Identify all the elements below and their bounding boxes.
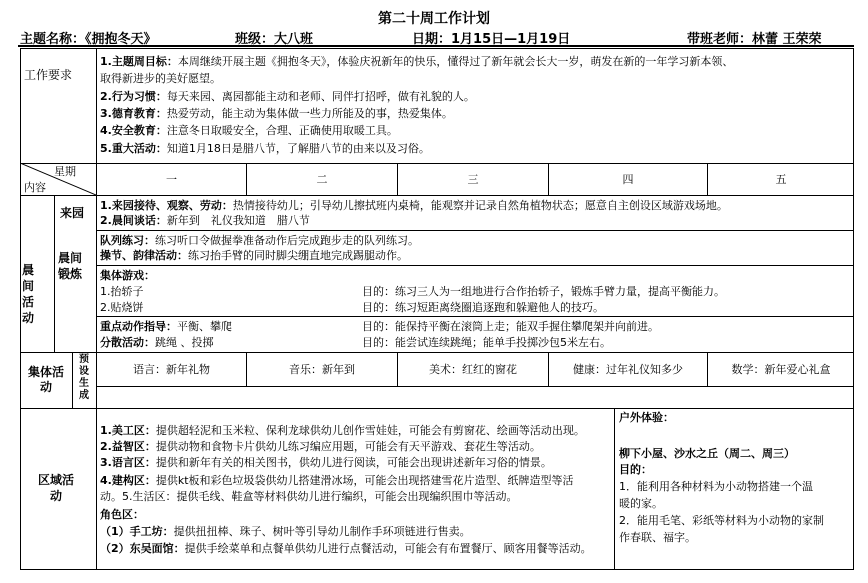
requirement-line-text: 知道1月18日是腊八节，了解腊八节的由来以及习俗。 — [166, 141, 430, 155]
preset-generated-label: 预设生成 — [79, 354, 89, 401]
row-divider — [20, 163, 854, 164]
area-line — [100, 439, 541, 454]
requirement-line-text: 取得新进步的美好愿望。 — [100, 72, 221, 86]
area-line-text: 提供手绘菜单和点餐单供幼儿进行点餐活动，可能会有布置餐厅、顾客用餐等活动。 — [184, 542, 592, 555]
area-line-text: 动。5.生活区：提供毛线、鞋盒等材料供幼儿进行编织，可能会出现编织围巾等活动。 — [100, 490, 518, 503]
requirement-line — [100, 123, 398, 138]
requirement-line-text: 每天来园、离园都能主动和老师、同伴打招呼，做有礼貌的人。 — [166, 89, 475, 103]
drill-head: 队列练习： — [100, 234, 155, 247]
gym-line — [100, 248, 408, 263]
outdoor-goal-label: 目的： — [619, 463, 652, 476]
arrival-line-head: 1.来园接待、观察、劳动： — [100, 199, 233, 212]
area-line — [100, 473, 574, 488]
requirement-line — [100, 89, 475, 104]
requirements-label: 工作要求 — [24, 68, 73, 82]
collective-cell: 美术：红红的窗花 — [429, 363, 517, 376]
collective-cell: 语言：新年礼物 — [133, 363, 210, 376]
class-name: 班级：大八班 — [235, 32, 314, 47]
collective-label: 集体活动 — [28, 365, 65, 394]
arrival-line — [100, 213, 310, 228]
area-line — [100, 423, 585, 438]
day-header: 三 — [467, 173, 479, 186]
area-line — [100, 524, 471, 539]
focus-text: 平衡、攀爬 — [177, 320, 232, 333]
area-line-text: 提供和新年有关的相关图书，供幼儿进行阅读，可能会出现讲述新年习俗的情景。 — [155, 456, 552, 469]
day-header: 一 — [166, 173, 177, 186]
requirement-line — [100, 54, 733, 69]
game-name: 1.抬轿子 — [100, 285, 144, 298]
requirement-line-text: 热爱劳动，能主动为集体做一些力所能及的事，热爱集体。 — [166, 106, 453, 120]
focus-head: 重点动作指导： — [100, 320, 177, 333]
row-divider — [20, 195, 854, 196]
area-line-head: 1.美工区： — [100, 424, 156, 437]
game-name: 2.贴烧饼 — [100, 301, 144, 314]
requirement-line-head: 1.主题周目标： — [100, 55, 178, 68]
requirement-line-head: 3.德育教育： — [100, 106, 167, 120]
area-line-head: 2.益智区： — [100, 440, 156, 453]
area-line-head: （1）手工坊： — [100, 525, 174, 538]
row-divider — [20, 408, 854, 409]
gym-head: 操节、韵律活动： — [100, 249, 188, 262]
morning-activities-label: 晨间活动 — [22, 263, 35, 325]
outdoor-subtitle: 柳下小屋、沙水之丘（周二、周三） — [619, 447, 795, 460]
corner-weekday-label: 星期 — [54, 165, 76, 178]
group-line — [100, 335, 214, 350]
requirement-line — [100, 71, 221, 86]
row-divider — [96, 316, 854, 317]
gym-text: 练习抬手臂的同时脚尖绷直地完成踢腿动作。 — [188, 249, 408, 262]
focus-goal: 目的：能保持平衡在滚筒上走；能双手握住攀爬架并向前进。 — [362, 320, 659, 333]
row-divider — [20, 352, 854, 353]
row-divider — [96, 386, 854, 387]
outdoor-goal-line-text: 1．能利用各种材料为小动物搭建一个温 — [619, 480, 813, 493]
col-divider — [72, 352, 73, 408]
col-divider — [54, 195, 55, 352]
row-divider — [96, 265, 854, 266]
outdoor-goal-line — [619, 513, 824, 528]
area-line — [100, 507, 144, 522]
area-line-text: 提供扭扭棒、珠子、树叶等引导幼儿制作手环项链进行售卖。 — [173, 525, 471, 538]
arrival-line — [100, 198, 728, 213]
drill-text: 练习听口令做握拳准备动作后完成跑步走的队列练习。 — [155, 234, 419, 247]
group-goal: 目的：能尝试连续跳绳；能单手投掷沙包5米左右。 — [362, 336, 611, 349]
arrival-line-text: 热情接待幼儿；引导幼儿擦拭班内桌椅，能观察并记录自然角植物状态；愿意自主创设区域游戏场地。 — [232, 199, 728, 212]
collective-cell: 健康：过年礼仪知多少 — [573, 363, 683, 376]
col-divider — [614, 408, 615, 570]
day-header: 二 — [316, 173, 328, 186]
row-divider — [96, 230, 854, 231]
header-underline — [18, 45, 854, 47]
area-line — [100, 455, 552, 470]
collective-cell: 音乐：新年到 — [289, 363, 355, 376]
arrival-label: 来园 — [60, 206, 85, 220]
day-header: 四 — [622, 173, 634, 186]
focus-line — [100, 319, 232, 334]
requirement-line — [100, 141, 430, 156]
theme-name: 主题名称：《拥抱冬天》 — [20, 32, 157, 47]
requirement-line-text: 本周继续开展主题《拥抱冬天》，体验庆祝新年的快乐，懂得过了新年就会长大一岁，萌发在新的一年学习新本领、 — [177, 55, 734, 68]
col-divider — [96, 48, 97, 570]
day-header: 五 — [775, 173, 787, 186]
requirement-line — [100, 106, 453, 121]
group-text: 跳绳 、投掷 — [155, 336, 214, 349]
area-line-text: 提供超轻泥和玉米粒、保利龙球供幼儿创作雪娃娃，可能会有剪窗花、绘画等活动出现。 — [155, 424, 585, 437]
arrival-line-head: 2.晨间谈话： — [100, 214, 167, 227]
requirement-line-head: 4.安全教育： — [100, 124, 167, 138]
outdoor-goal-line-text: 2．能用毛笔、彩纸等材料为小动物的家制 — [619, 514, 824, 527]
date-range: 日期：1月15日—1月19日 — [412, 32, 571, 47]
exercise-label: 晨间锻炼 — [58, 251, 83, 281]
area-line — [100, 541, 592, 556]
area-line — [100, 489, 518, 504]
area-line-head: （2）东吴面馆： — [100, 542, 185, 555]
collective-cell: 数学：新年爱心礼盒 — [731, 363, 831, 376]
requirement-line-text: 注意冬日取暖安全，合理、正确使用取暖工具。 — [166, 124, 398, 138]
group-head: 分散活动： — [100, 336, 155, 349]
requirement-line-head: 5.重大活动： — [100, 141, 167, 155]
area-line-head: 3.语言区： — [100, 456, 156, 469]
teacher-names: 带班老师：林蕾 王荣荣 — [687, 32, 822, 47]
drill-line — [100, 233, 419, 248]
outdoor-goal-line-text: 暖的家。 — [619, 497, 663, 510]
game-goal: 目的：练习短距离绕圈追逐跑和躲避他人的技巧。 — [362, 301, 604, 314]
game-goal: 目的：练习三人为一组地进行合作抬轿子，锻炼手臂力量，提高平衡能力。 — [362, 285, 725, 298]
requirement-line-head: 2.行为习惯： — [100, 89, 167, 103]
area-activities-label: 区域活动 — [37, 473, 74, 503]
outdoor-goal-line — [619, 530, 696, 545]
games-heading: 集体游戏： — [100, 269, 155, 282]
corner-content-label: 内容 — [24, 181, 46, 194]
area-line-text: 提供动物和食物卡片供幼儿练习编应用题，可能会有天平游戏、套花生等活动。 — [155, 440, 541, 453]
area-line-head: 4.建构区： — [100, 474, 156, 487]
outdoor-goal-line — [619, 496, 663, 511]
page-title: 第二十周工作计划 — [378, 11, 490, 27]
area-line-head: 角色区： — [100, 508, 144, 521]
outdoor-goal-line-text: 作春联、福字。 — [619, 531, 696, 544]
outdoor-goal-line — [619, 479, 813, 494]
outdoor-title: 户外体验： — [619, 411, 674, 424]
area-line-text: 提供kt板和彩色垃圾袋供幼儿搭建滑冰场，可能会出现搭建雪花片造型、纸牌造型等活 — [155, 474, 574, 487]
arrival-line-text: 新年到 礼仪我知道 腊八节 — [166, 214, 310, 227]
